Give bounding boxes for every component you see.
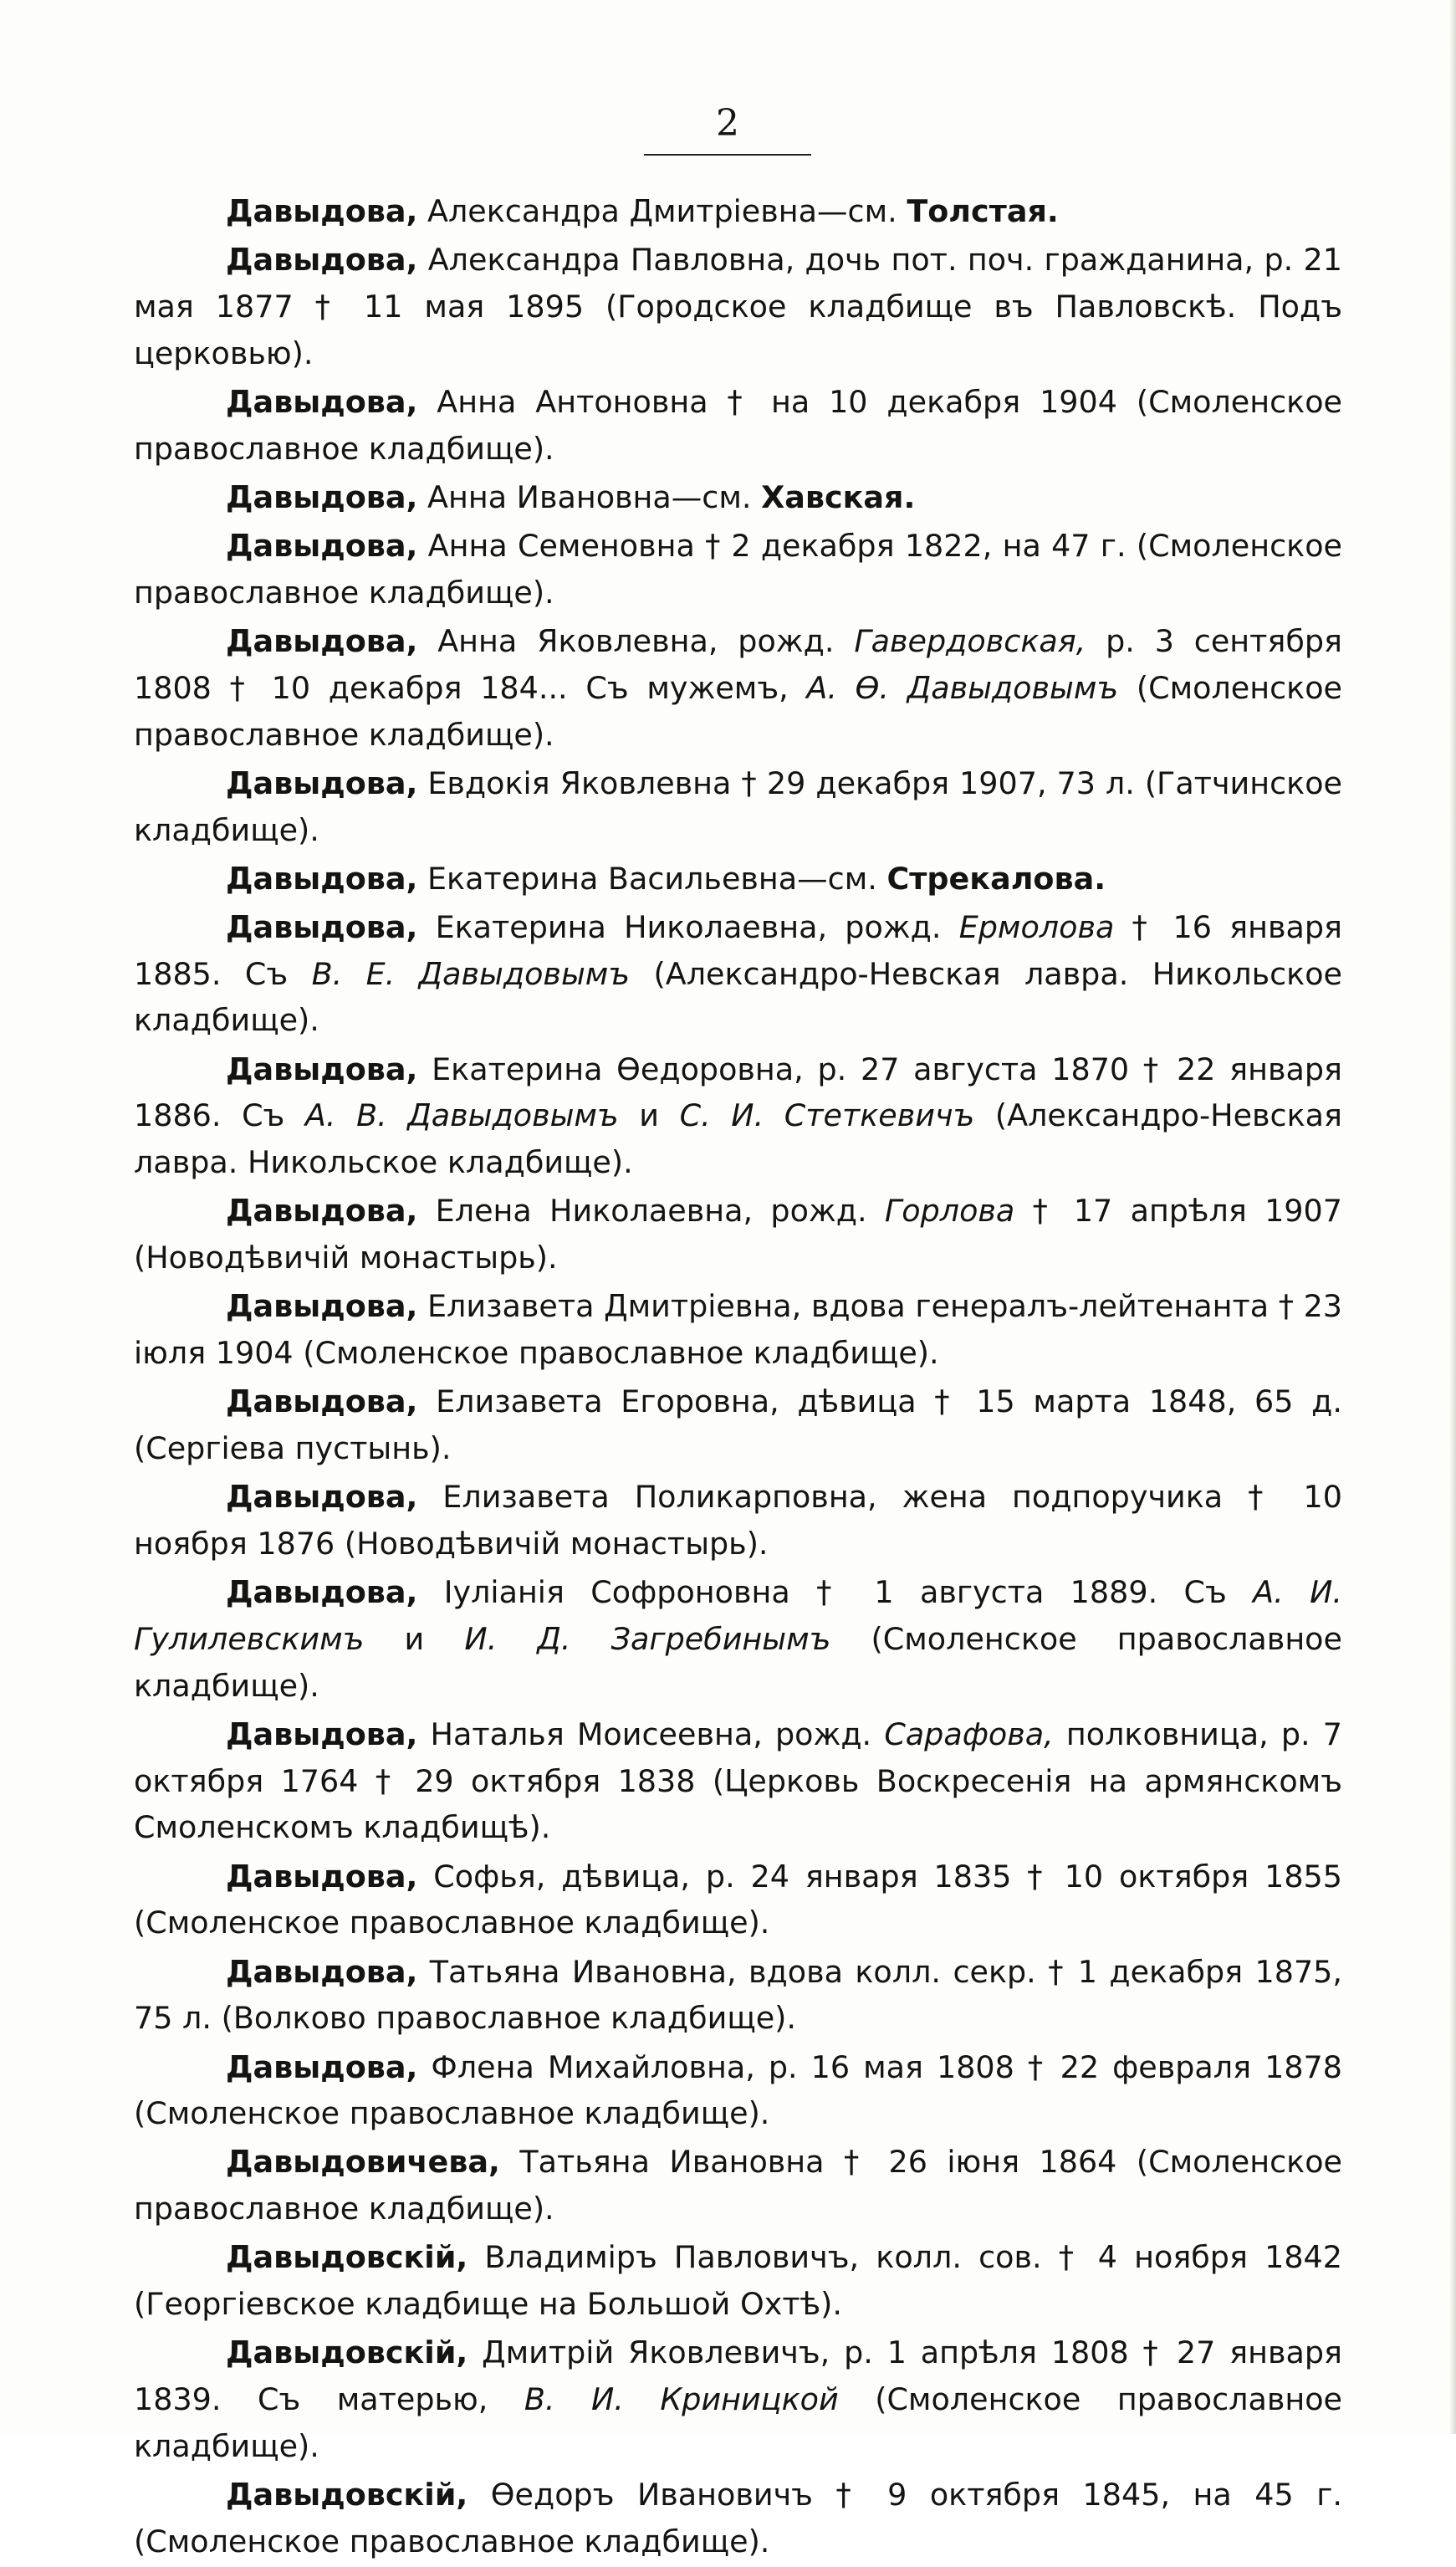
entry-text: Елена Николаевна, рожд.: [417, 1193, 885, 1230]
page-number: 2: [716, 102, 739, 145]
entry-surname: Давыдова,: [226, 1193, 418, 1230]
entry-text: (Смоленское православное кладбище).: [134, 669, 1342, 753]
entry-text: Татьяна Ивановна, вдова колл. секр. † 1 декабря 1875, 75 л. (Волково православное кладбище).: [134, 1953, 1342, 2037]
entry-italic-name: И. Д. Загребинымъ: [464, 1620, 831, 1657]
entry-text: Александра Павловна, дочь пот. поч. гражданина, р. 21 мая 1877 † 11 мая 1895 (Городское кладбище въ Павловскѣ. Подъ церковью).: [134, 242, 1342, 371]
entry: [134, 1283, 1342, 1376]
entry-text: Екатерина Николаевна, рожд.: [417, 909, 959, 946]
entry: [134, 2044, 1342, 2137]
entry-surname: Давыдова,: [226, 193, 418, 229]
entry-text: Ѳедоръ Ивановичъ † 9 октября 1845, на 45 г. (Смоленское православное кладбище).: [134, 2477, 1342, 2559]
entry-crossref: Стрекалова.: [886, 860, 1106, 897]
entry-text: Софья, дѣвица, р. 24 января 1835 † 10 октября 1855 (Смоленское православное кладбище).: [134, 1858, 1342, 1941]
entry-text: † 16 января 1885. Съ: [134, 909, 1342, 992]
entry-italic-name: А. И. Гулилевскимъ: [134, 1574, 1342, 1657]
entry: [134, 1711, 1342, 1851]
entry: [134, 1188, 1342, 1281]
entry: [134, 523, 1342, 616]
entry-text: (Смоленское православное кладбище).: [134, 1620, 1342, 1704]
entry-surname: Давыдова,: [226, 1288, 418, 1325]
entry: [134, 856, 1342, 903]
entry-crossref: Хавская.: [761, 478, 916, 515]
entry-italic-name: С. И. Стеткевичъ: [679, 1097, 975, 1134]
entry-italic-name: Гавердовская,: [854, 623, 1086, 660]
entry-surname: Давыдова,: [226, 1716, 418, 1752]
entry: [134, 904, 1342, 1044]
entry-italic-name: Горлова: [884, 1193, 1015, 1230]
entry-text: Елизавета Поликарповна, жена подпоручика † 10 ноября 1876 (Новодѣвичій монастырь).: [134, 1479, 1342, 1562]
entry-text: † 17 апрѣля 1907 (Новодѣвичій монастырь).: [134, 1193, 1342, 1276]
entry-surname: Давыдова,: [226, 1383, 418, 1420]
entry-surname: Давыдова,: [226, 1479, 418, 1516]
entry-text: и: [618, 1097, 680, 1134]
entry-text: Елизавета Егоровна, дѣвица † 15 марта 1848, 65 д. (Сергіева пустынь).: [134, 1383, 1342, 1466]
entry-surname: Давыдовскій,: [226, 2334, 468, 2371]
entry-text: Наталья Моисеевна, рожд.: [417, 1716, 885, 1752]
entry-text: Александра Дмитріевна—см.: [417, 193, 907, 229]
entry-surname: Давыдова,: [226, 1051, 418, 1087]
header-rule: [644, 154, 811, 156]
entry-text: полковница, р. 7 октября 1764 † 29 октября 1838 (Церковь Воскресенія на армянскомъ Смоленскомъ кладбищѣ).: [134, 1716, 1342, 1846]
entry-text: Евдокія Яковлевна † 29 декабря 1907, 73 л. (Гатчинское кладбище).: [134, 764, 1342, 848]
entry-surname: Давыдова,: [226, 1953, 418, 1990]
entry-italic-name: В. И. Криницкой: [524, 2381, 839, 2418]
page-edge: [1449, 0, 1456, 2434]
entry-surname: Давыдова,: [226, 242, 418, 279]
entry: [134, 2234, 1342, 2327]
page-header: [644, 100, 811, 156]
entry-italic-name: Ермолова: [958, 909, 1115, 946]
entry: [134, 237, 1342, 376]
entry: [134, 1854, 1342, 1946]
entry: [134, 1949, 1342, 2042]
entry-surname: Давыдова,: [226, 764, 418, 801]
entry-surname: Давыдова,: [226, 623, 418, 660]
entry-text: Владиміръ Павловичъ, колл. сов. † 4 ноября 1842 (Георгіевское кладбище на Большой Охтѣ).: [134, 2239, 1342, 2323]
entry: [134, 2472, 1342, 2564]
entry-surname: Давыдова,: [226, 1858, 418, 1895]
entry-text: Дмитрій Яковлевичъ, р. 1 апрѣля 1808 † 27 января 1839. Съ матерью,: [134, 2334, 1342, 2418]
entry: [134, 618, 1342, 758]
entry: [134, 760, 1342, 853]
entry-surname: Давыдовскій,: [226, 2477, 468, 2513]
entry-crossref: Толстая.: [907, 193, 1059, 229]
entry-text: Татьяна Ивановна † 26 іюня 1864 (Смоленское православное кладбище).: [134, 2144, 1342, 2227]
entry-surname: Давыдова,: [226, 909, 418, 946]
entry: [134, 1378, 1342, 1471]
entry-text: Анна Яковлевна, рожд.: [417, 623, 855, 660]
entry-text: Іуліанія Софроновна † 1 августа 1889. Съ: [417, 1574, 1254, 1611]
entry-text: Флена Михайловна, р. 16 мая 1808 † 22 февраля 1878 (Смоленское православное кладбище).: [134, 2048, 1342, 2132]
entry: [134, 1046, 1342, 1186]
entry-surname: Давыдова,: [226, 1574, 418, 1611]
entry: [134, 1569, 1342, 1709]
entry-text: Елизавета Дмитріевна, вдова генералъ-лейтенанта † 23 іюля 1904 (Смоленское православное кладбище).: [134, 1288, 1343, 1372]
entry-surname: Давыдовичева,: [226, 2144, 500, 2181]
entry-italic-name: А. В. Давыдовымъ: [304, 1097, 619, 1134]
entry-text: Анна Ивановна—см.: [417, 478, 762, 515]
entry-italic-name: В. Е. Давыдовымъ: [311, 955, 631, 992]
entry-surname: Давыдова,: [226, 860, 418, 897]
entry-text: (Александро-Невская лавра. Никольское кладбище).: [134, 1097, 1342, 1181]
entry-surname: Давыдова,: [226, 528, 418, 565]
entry-text: Екатерина Васильевна—см.: [417, 860, 887, 897]
entry-italic-name: Сарафова,: [884, 1716, 1054, 1752]
entry: [134, 474, 1342, 521]
entry-italic-name: А. Ѳ. Давыдовымъ: [806, 669, 1119, 706]
entry: [134, 2329, 1342, 2469]
entry-text: (Смоленское православное кладбище).: [134, 2381, 1342, 2464]
entry-surname: Давыдовскій,: [226, 2239, 468, 2276]
entries-list: [134, 188, 1342, 2567]
entry: [134, 188, 1342, 235]
entry-text: р. 3 сентября 1808 † 10 декабря 184... Съ мужемъ,: [134, 623, 1343, 706]
entry-surname: Давыдова,: [226, 478, 418, 515]
entry-text: и: [364, 1620, 465, 1657]
entry-surname: Давыдова,: [226, 2048, 418, 2085]
entry: [134, 1474, 1342, 1567]
entry-surname: Давыдова,: [226, 383, 418, 420]
entry: [134, 2139, 1342, 2232]
entry-text: Анна Антоновна † на 10 декабря 1904 (Смоленское православное кладбище).: [134, 383, 1342, 467]
entry-text: (Александро-Невская лавра. Никольское кладбище).: [134, 955, 1342, 1039]
entry-text: Екатерина Ѳедоровна, р. 27 августа 1870 † 22 января 1886. Съ: [134, 1051, 1342, 1134]
entry: [134, 379, 1342, 472]
entry-text: Анна Семеновна † 2 декабря 1822, на 47 г. (Смоленское православное кладбище).: [134, 528, 1342, 611]
